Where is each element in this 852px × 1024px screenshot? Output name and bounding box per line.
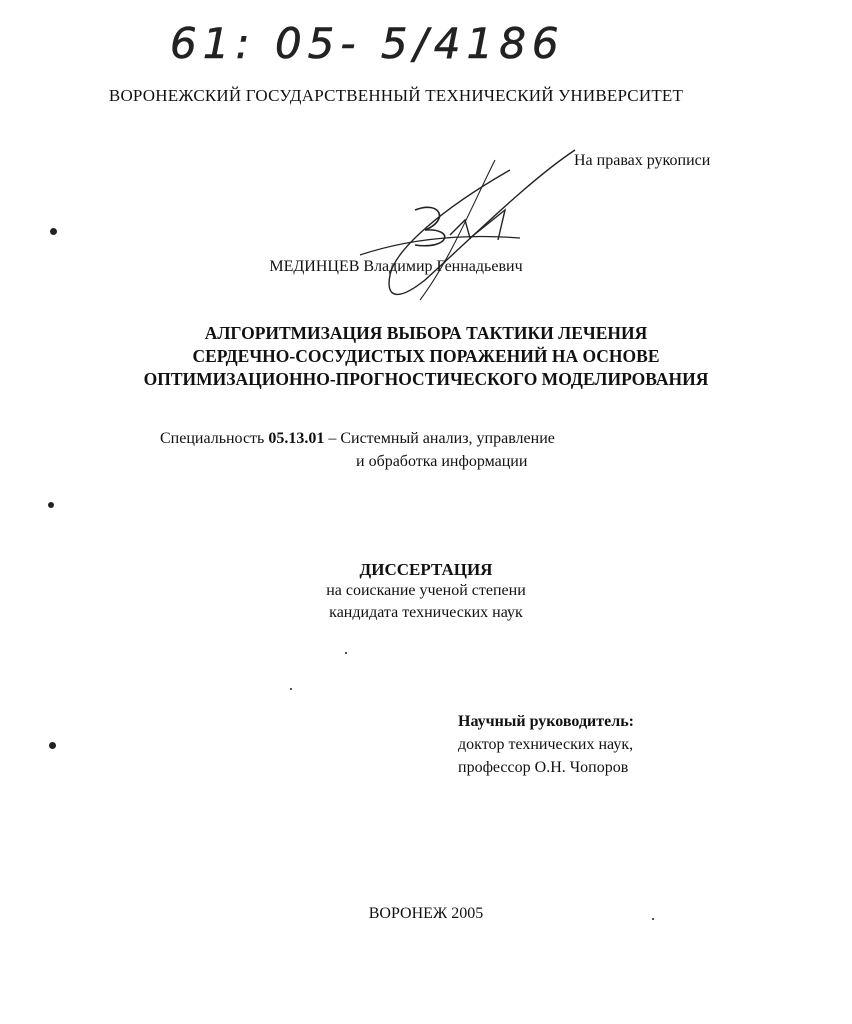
advisor-heading: Научный руководитель:: [458, 713, 634, 730]
document-type: ДИССЕРТАЦИЯ: [359, 560, 493, 579]
scan-mark: [652, 918, 654, 920]
specialty-label: Специальность: [160, 430, 265, 447]
rights-note: На правах рукописи: [574, 152, 711, 169]
specialty-name-continued: и обработка информации: [356, 453, 528, 470]
title-line: СЕРДЕЧНО-СОСУДИСТЫХ ПОРАЖЕНИЙ НА ОСНОВЕ: [192, 346, 660, 366]
scientific-advisor: [458, 710, 634, 779]
degree-line: кандидата технических наук: [329, 604, 523, 621]
city-year: ВОРОНЕЖ 2005: [368, 905, 484, 922]
scan-mark: [50, 228, 57, 235]
scan-mark: [290, 688, 292, 690]
scan-mark: [49, 742, 56, 749]
university-name: ВОРОНЕЖСКИЙ ГОСУДАРСТВЕННЫЙ ТЕХНИЧЕСКИЙ УНИВЕРСИТЕТ: [108, 86, 684, 105]
advisor-degree: доктор технических наук,: [458, 736, 634, 753]
scan-mark: [345, 652, 347, 654]
scan-mark: [48, 502, 54, 508]
specialty-line: [160, 430, 555, 448]
author-name: МЕДИНЦЕВ Владимир Геннадьевич: [269, 258, 523, 275]
specialty-name: – Системный анализ, управление: [328, 430, 555, 447]
handwritten-archive-code: [150, 6, 565, 76]
signature: [330, 150, 590, 310]
degree-line: на соискание ученой степени: [326, 582, 526, 599]
handwritten-code-text: 61: 05- 5/4186: [170, 19, 565, 68]
handwritten-code-drawing: [150, 6, 565, 76]
title-line: ОПТИМИЗАЦИОННО-ПРОГНОСТИЧЕСКОГО МОДЕЛИРОВАНИЯ: [143, 369, 709, 389]
title-line: АЛГОРИТМИЗАЦИЯ ВЫБОРА ТАКТИКИ ЛЕЧЕНИЯ: [204, 323, 648, 343]
dissertation-title: [0, 322, 852, 391]
specialty-code: 05.13.01: [268, 430, 325, 447]
advisor-name: профессор О.Н. Чопоров: [458, 759, 629, 776]
